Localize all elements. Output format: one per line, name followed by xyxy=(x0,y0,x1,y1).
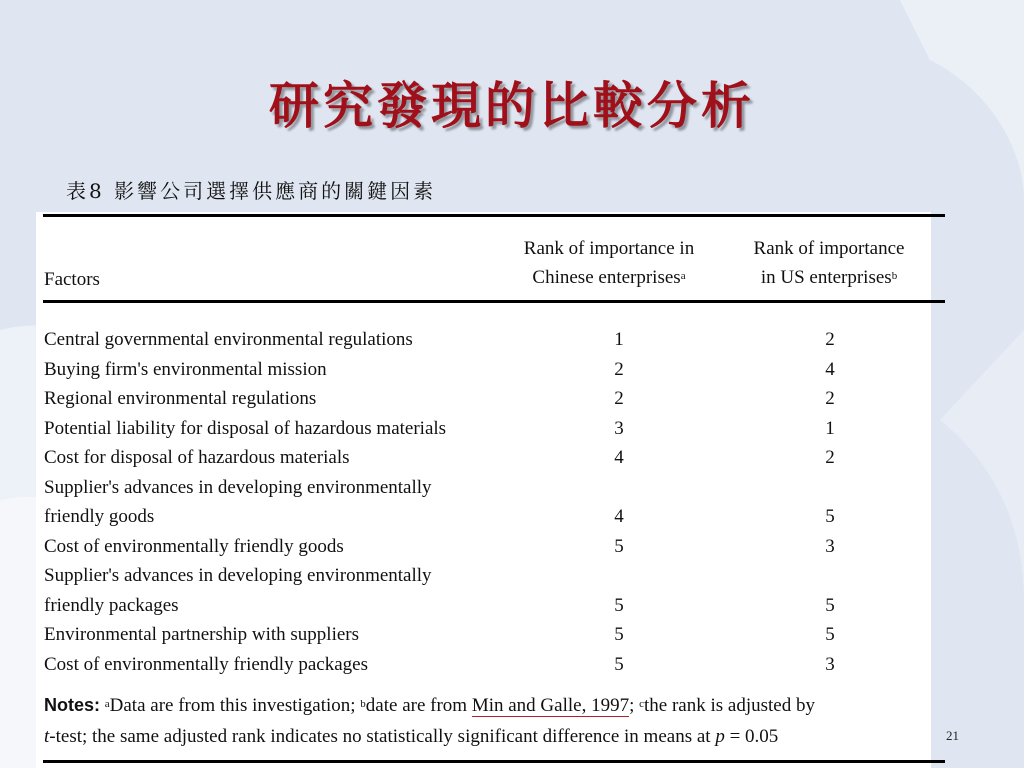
factor-cell: Regional environmental regulations xyxy=(44,388,317,409)
citation-link[interactable]: Min and Galle, 1997 xyxy=(471,695,630,716)
rank-us-cell: 2 xyxy=(825,329,835,350)
rank-us-cell: 3 xyxy=(825,653,835,675)
factor-cell: Central governmental environmental regulations xyxy=(44,329,413,350)
table-row xyxy=(44,414,934,444)
factor-cell: Cost of environmentally friendly goods xyxy=(44,535,344,557)
factor-cell: Cost of environmentally friendly packages xyxy=(44,653,368,675)
footnote-b-marker: b xyxy=(891,270,898,282)
table-panel xyxy=(36,212,931,768)
rank-cn-cell: 5 xyxy=(614,624,624,645)
factor-cell: Environmental partnership with suppliers xyxy=(44,624,360,645)
factor-cell: Buying firm's environmental mission xyxy=(44,358,327,380)
table-header-rule xyxy=(43,300,945,303)
table-row xyxy=(44,473,934,503)
note-a-marker: a xyxy=(104,698,110,710)
slide-title: 研究發現的比較分析 xyxy=(269,77,755,135)
header-rank-chinese-text: Chinese enterprises xyxy=(532,267,681,288)
header-rank-chinese xyxy=(504,234,714,292)
table-notes: Notes: $^a$Data are from this investigation; $^b$date are from Min and Galle, 1997; $^c$the rank is adjusted by t-test; the same adjusted rank indicates no statistically significant difference in means at p = 0.05 xyxy=(44,695,815,747)
rank-cn-cell: 4 xyxy=(614,506,624,527)
factor-cell: Supplier's advances in developing environmentally xyxy=(44,476,432,498)
factor-cell: friendly packages xyxy=(44,594,179,616)
rank-cn-cell: 1 xyxy=(614,329,624,350)
header-rank-chinese-line2 xyxy=(504,263,714,292)
header-rank-chinese-line1: Rank of importance in xyxy=(523,238,695,259)
note-c-text-3: = 0.05 xyxy=(724,726,779,747)
footnote-a-marker: a xyxy=(680,270,686,282)
page-number: 21 xyxy=(946,728,959,743)
rank-us-cell: 5 xyxy=(825,594,835,616)
rank-us-cell: 5 xyxy=(825,506,835,527)
header-rank-us-line1: Rank of importance xyxy=(753,238,905,259)
note-b-marker: b xyxy=(360,698,366,710)
table-row xyxy=(44,355,934,385)
rank-us-cell: 5 xyxy=(825,624,835,645)
table-bottom-rule xyxy=(43,760,945,763)
rank-us-cell: 3 xyxy=(825,535,835,557)
table-row xyxy=(44,650,934,680)
rank-us-cell: 1 xyxy=(825,417,835,439)
table-row xyxy=(44,443,934,473)
factor-cell: Potential liability for disposal of hazardous materials xyxy=(44,417,447,439)
note-c-text-2: -test; the same adjusted rank indicates no statistically significant difference in means at xyxy=(49,726,716,747)
rank-cn-cell: 2 xyxy=(614,358,624,380)
note-a-text: Data are from this investigation; xyxy=(109,695,361,716)
rank-us-cell: 2 xyxy=(825,447,835,468)
table-row xyxy=(44,502,934,532)
note-c-text-1: the rank is adjusted by xyxy=(644,695,815,716)
note-b-text-pre: date are from xyxy=(365,695,472,716)
header-factors: Factors xyxy=(44,269,100,290)
rank-cn-cell: 5 xyxy=(614,653,624,675)
factor-cell: friendly goods xyxy=(44,506,155,527)
table-row xyxy=(44,620,934,650)
rank-us-cell: 2 xyxy=(825,388,835,409)
rank-cn-cell: 2 xyxy=(614,388,624,409)
t-variable: t xyxy=(44,726,50,747)
p-variable: p xyxy=(715,726,725,747)
table-body xyxy=(44,325,934,679)
rank-cn-cell: 3 xyxy=(614,417,624,439)
table-row xyxy=(44,384,934,414)
table-row xyxy=(44,325,934,355)
rank-cn-cell: 5 xyxy=(614,594,624,616)
rank-cn-cell: 5 xyxy=(614,535,624,557)
rank-us-cell: 4 xyxy=(825,358,835,380)
header-rank-us-line2 xyxy=(729,263,929,292)
table-row xyxy=(44,532,934,562)
note-c-marker: c xyxy=(639,698,645,710)
rank-cn-cell: 4 xyxy=(614,447,624,468)
factor-cell: Supplier's advances in developing environmentally xyxy=(44,565,432,586)
note-b-text-post: ; xyxy=(629,695,640,716)
header-rank-us-text: in US enterprises xyxy=(760,267,892,288)
table-row xyxy=(44,591,934,621)
notes-label: Notes xyxy=(44,695,95,715)
header-rank-us xyxy=(729,234,929,292)
table-row xyxy=(44,561,934,591)
table-top-rule xyxy=(43,214,945,217)
factor-cell: Cost for disposal of hazardous materials xyxy=(44,447,350,468)
table-caption: 表8 影響公司選擇供應商的關鍵因素 xyxy=(66,179,437,203)
